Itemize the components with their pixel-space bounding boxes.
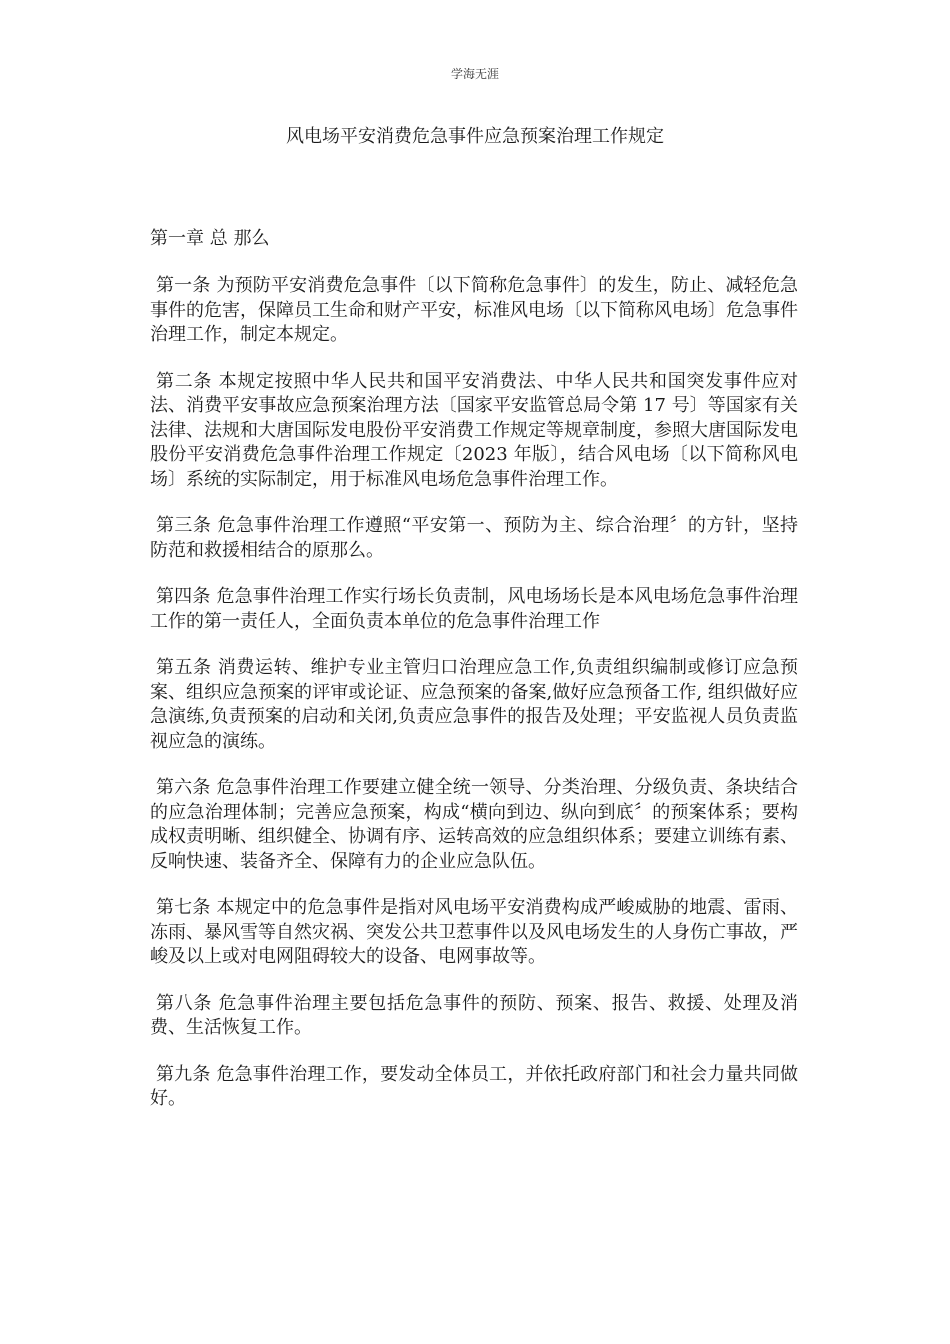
article-8 (150, 992, 798, 1041)
article-number: 第八条 (156, 992, 213, 1014)
article-5 (150, 656, 798, 754)
article-text: 为预防平安消费危急事件〔以下简称危急事件〕的发生，防止、减轻危急事件的危害，保障员工生命和财产平安，标准风电场〔以下简称风电场〕危急事件治理工作，制定本规定。 (150, 275, 798, 345)
article-text: 危急事件治理工作，要发动全体员工，并依托政府部门和社会力量共同做好。 (150, 1063, 798, 1109)
article-7 (150, 896, 798, 970)
article-number: 第六条 (156, 777, 211, 798)
article-text: 本规定按照中华人民共和国平安消费法、中华人民共和国突发事件应对法、消费平安事故应急预案治理方法〔国家平安监管总局令第 17 号〕等国家有关法律、法规和大唐国际发电股份平安消费工作规定等规章制度，参照大唐国际发电股份平安消费危急事件治理工作规定〔2023 年版〕，结合风电场〔以下简称风电场〕系统的实际制定，用于标准风电场危急事件治理工作。 (150, 370, 799, 490)
article-9 (150, 1063, 798, 1112)
article-number: 第二条 (156, 370, 213, 392)
chapter-heading: 第一章 总 那么 (150, 228, 270, 249)
article-6 (150, 776, 798, 874)
article-text: 本规定中的危急事件是指对风电场平安消费构成严峻威胁的地震、雷雨、冻雨、暴风雪等自然灾祸、突发公共卫惹事件以及风电场发生的人身伤亡事故，严峻及以上或对电网阻碍较大的设备、电网事故等。 (150, 897, 798, 967)
article-1 (150, 274, 798, 348)
article-number: 第七条 (156, 897, 211, 918)
article-text: 危急事件治理工作要建立健全统一领导、分类治理、分级负责、条块结合的应急治理体制；完善应急预案，构成“横向到边、纵向到底〞的预案体系；要构成权责明晰、组织健全、协调有序、运转高效的应急组织体系；要建立训练有素、反响快速、装备齐全、保障有力的企业应急队伍。 (150, 777, 798, 872)
article-text: 危急事件治理工作实行场长负责制，风电场场长是本风电场危急事件治理工作的第一责任人，全面负责本单位的危急事件治理工作 (150, 586, 798, 632)
article-number: 第五条 (156, 657, 212, 678)
document-title: 风电场平安消费危急事件应急预案治理工作规定 (286, 126, 664, 147)
article-number: 第一条 (156, 275, 211, 296)
article-text: 消费运转、维护专业主管归口治理应急工作,负责组织编制或修订应急预案、组织应急预案的评审或论证、应急预案的备案,做好应急预备工作, 组织做好应急演练,负责预案的启动和关闭,负责应急事件的报告及处理；平安监视人员负责监视应急的演练。 (150, 657, 799, 752)
article-2 (150, 370, 798, 493)
article-text: 危急事件治理主要包括危急事件的预防、预案、报告、救援、处理及消费、生活恢复工作。 (150, 992, 799, 1038)
article-3 (150, 514, 798, 563)
article-number: 第四条 (156, 586, 211, 607)
article-number: 第三条 (156, 515, 212, 536)
article-number: 第九条 (156, 1063, 211, 1085)
article-text: 危急事件治理工作遵照“平安第一、预防为主、综合治理〞的方针，坚持防范和救援相结合的原那么。 (150, 515, 798, 561)
article-4 (150, 585, 798, 634)
page-header: 学海无涯 (450, 67, 499, 81)
document-body (150, 226, 798, 1134)
